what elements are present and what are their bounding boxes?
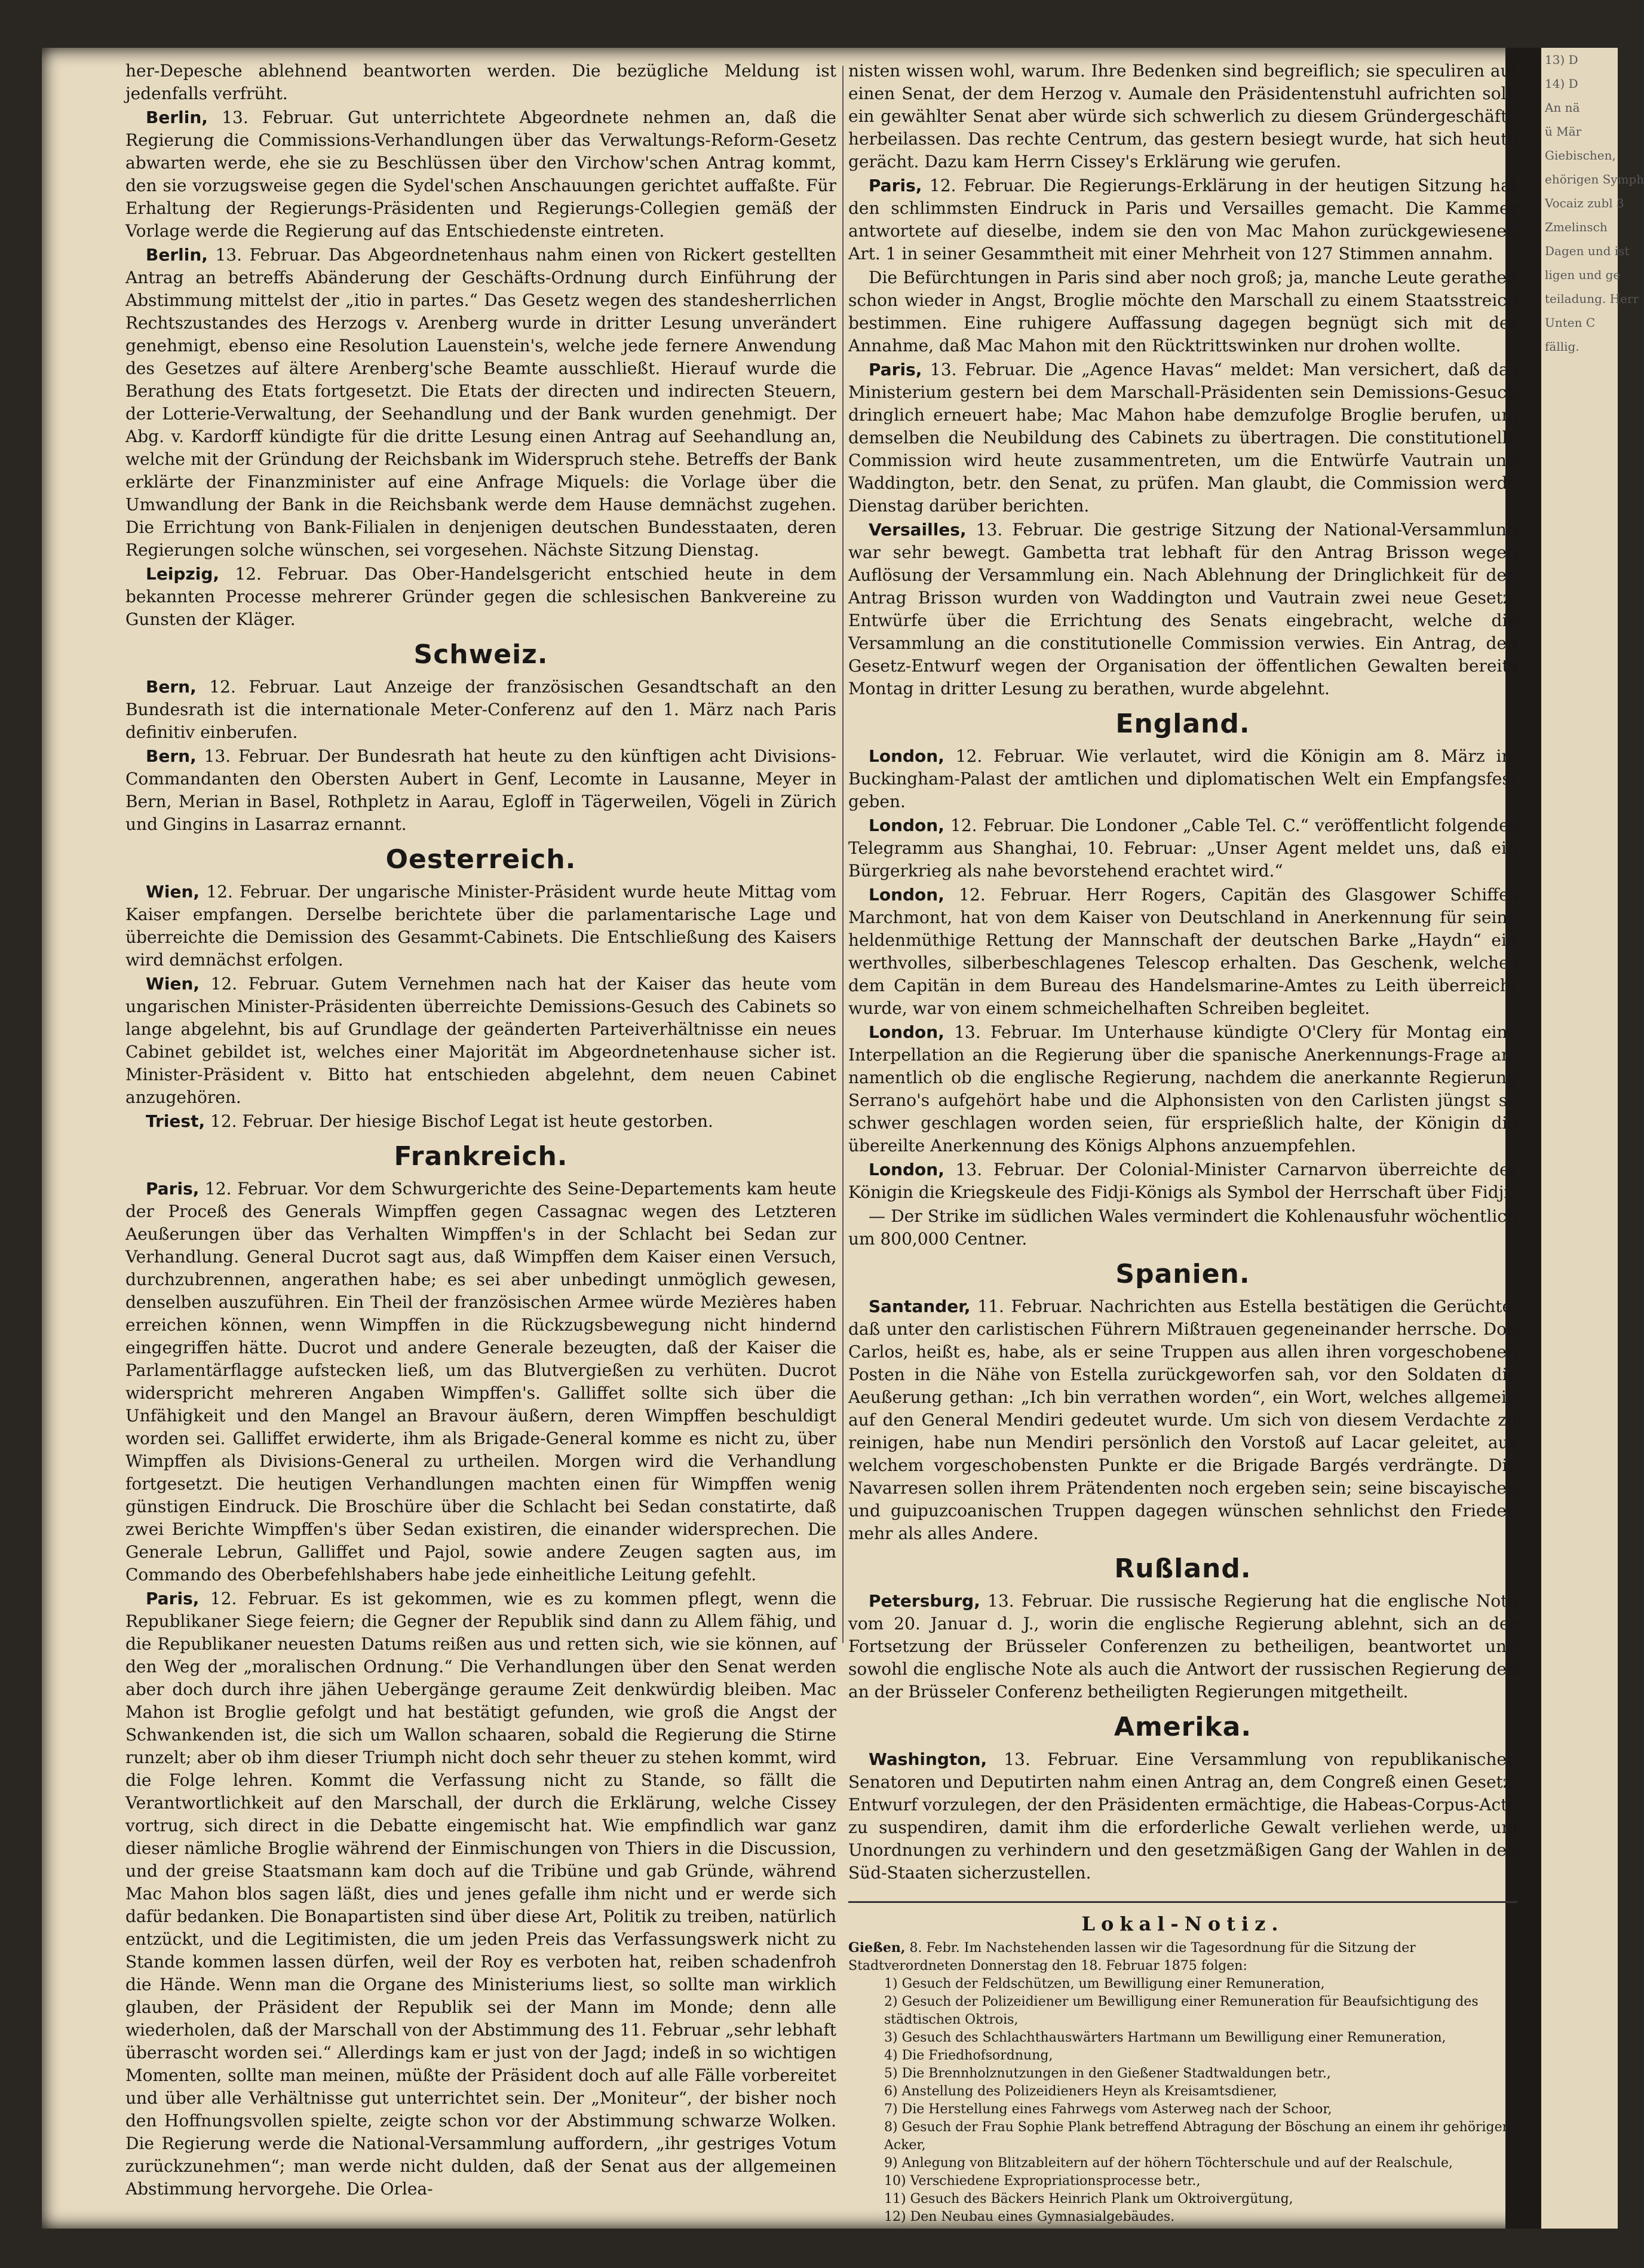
article-date: 12. Februar. (210, 1111, 314, 1131)
dateline: Santander, (869, 1297, 971, 1316)
agenda-item: 10) Verschiedene Expropriationsprocesse betr., (884, 2174, 1201, 2189)
dateline: Berlin, (146, 108, 208, 127)
article-text: Die „Agence Havas“ meldet: Man versichert, daß das Ministerium gestern bei dem Marschall-Präsidenten sein Demissions-Gesuch dringlich erneuert habe; Mac Mahon habe demzufolge Broglie berufen, um demselben die Neubildung des Cabinets zu übertragen. Die constitutionelle Commission wird heute zusammentreten, um die Entwürfe Vautrain und Waddington, betr. den Senat, zu prüfen. Man glaubt, die Commission werde Dienstag darüber berichten. (848, 360, 1518, 516)
sliver-line: ligen und ge (1545, 268, 1621, 282)
agenda-item: 8) Gesuch der Frau Sophie Plank betreffend Abtragung der Böschung an einem ihr gehörigen Acker, (884, 2120, 1511, 2153)
article-washington (848, 1748, 1517, 1884)
adjacent-page-edge (1541, 48, 1644, 2229)
agenda-item: 2) Gesuch der Polizeidiener um Bewilligung einer Remuneration für Beaufsichtigung des städtischen Oktrois, (884, 1994, 1479, 2027)
article-date: 11. Februar. (977, 1297, 1083, 1316)
article-versailles (848, 519, 1517, 700)
article-berlin-1 (125, 106, 836, 243)
agenda-item: 9) Anlegung von Blitzableitern auf der höhern Töchterschule und auf der Realschule, (884, 2156, 1453, 2171)
article-date: 12. Februar. (210, 1589, 320, 1608)
article-date: 12. Februar. (235, 564, 349, 584)
article-text: Nachrichten aus Estella bestätigen die Gerüchte, daß unter den carlistischen Führern Mißtrauen gegeneinander herrsche. Don Carlos, heißt es, habe, als er seine Truppen aus allen ihren vorgeschobenen Posten in die Nähe von Estella zurückgeworfen sah, vor den Soldaten die Aeußerung gethan: „Ich bin verrathen worden“, ein Wort, welches allgemein auf den General Mendiri gedeutet wurde. Um sich von diesem Verdachte zu reinigen, habe nun Mendiri persönlich den Vorstoß auf Lacar geleitet, aus welchem vorgeschobensten Punkte er die Brigade Bargés verdrängte. Die Navarresen sollen ihrem Prätendenten noch ergeben sein; seine biscayischen und guipuzcoanischen Truppen dagegen wünschen sehnlichst den Frieden mehr als alles Andere. (848, 1297, 1518, 1543)
article-text: Im Unterhause kündigte O'Clery für Montag eine Interpellation an die Regierung über die spanische Anerkennungs-Frage an, namentlich ob die englische Regierung, nachdem die anerkannte Regierung Serrano's aufgehört habe und die Alphonsisten von den Carlisten jüngst so schwer geschlagen worden seien, für ersprießlich halte, der Königin die übereilte Anerkennung des Königs Alphons anzuempfehlen. (848, 1022, 1518, 1156)
article-text: Gut unterrichtete Abgeordnete nehmen an, daß die Regierung die Commissions-Verhandlungen über das Verwaltungs-Reform-Gesetz abwarten werde, ehe sie zu Beschlüssen über den Virchow'schen Antrag kommt, den sie vorzugsweise gegen die Sydel'schen Anschauungen gerichtet auffaßte. Für Erhaltung der Regierungs-Präsidenten und Regierungs-Collegien gemäß der Vorlage werde die Regierung auf das Entschiedenste eintreten. (125, 108, 836, 241)
article-continuation: nisten wissen wohl, warum. Ihre Bedenken sind begreiflich; sie speculiren auf einen Senat, der dem Herzog v. Aumale den Präsidentenstuhl aufrichten soll; ein gewählter Senat aber würde sich schwerlich zu diesem Gründergeschäfte herbeilassen. Das rechte Centrum, das gestern besiegt wurde, hat sich heute gerächt. Dazu kam Herrn Cissey's Erklärung wie gerufen. (848, 61, 1517, 171)
dateline: Bern, (146, 677, 197, 697)
agenda-item: 12) Den Neubau eines Gymnasialgebäudes. (884, 2209, 1175, 2224)
article-text: Wie verlautet, wird die Königin am 8. März im Buckingham-Palast der amtlichen und diplomatischen Welt ein Empfangsfest geben. (848, 746, 1518, 811)
sliver-line: Giebischen, (1545, 148, 1616, 163)
article-date: 12. Februar. (206, 882, 311, 902)
dateline: London, (869, 1160, 944, 1179)
dateline: Triest, (146, 1111, 205, 1131)
dateline: Paris, (146, 1589, 200, 1608)
article-text: Es ist gekommen, wie es zu kommen pflegt, wenn die Republikaner Siege feiern; die Gegner der Republik sind dann zu Allem fähig, und die Republikaner neuesten Datums reißen aus und retten sich, wie sie können, auf den Weg der „moralischen Ordnung.“ Die Verhandlungen über den Senat werden aber doch durch ihre jähen Uebergänge geraume Zeit denkwürdig bleiben. Mac Mahon ist Broglie gefolgt und hat bestätigt gefunden, wie groß die Angst der Schwankenden ist, die sich um Wallon schaaren, sobald die Regierung die Stirne runzelt; aber ob ihm dieser Triumph nicht doch sehr theuer zu stehen kommt, wird die Folge lehren. Kommt die Verfassung nicht zu Stande, so fällt die Verantwortlichkeit auf den Marschall, der durch die Erklärung, welche Cissey vortrug, sich direct in die Debatte eingemischt hat. Wie empfindlich war ganz dieser nämliche Broglie während der Einmischungen von Thiers in die Discussion, und der greise Staatsmann kam doch auf die Tribüne und gab Gründe, während Mac Mahon blos sagen läßt, dies und jenes gefalle ihm nicht und er werde sich dafür bedanken. Die Bonapartisten sind über diese Art, Politik zu treiben, natürlich entzückt, und die Legitimisten, die um jeden Preis das Verfassungswerk nicht zu Stande kommen lassen dürfen, weil der Roy es verboten hat, reiben schadenfroh die Hände. Wenn man die Organe des Ministeriums liest, so sollte man wirklich glauben, der Präsident der Republik sei der Mann im Monde; denn alle wiederholen, daß der Marschall von der Abstimmung des 11. Februar „sehr lebhaft überrascht worden sei.“ Allerdings kam er just von der Jagd; indeß in so wichtigen Momenten, sollte man meinen, müßte der Präsident doch auf alle Fälle vorbereitet und über alle Verhältnisse gut unterrichtet sein. Der „Moniteur“, der bisher noch den Hoffnungsvollen spielte, zeigte schon vor der Abstimmung schwarze Wolken. Die Regierung werde die National-Versammlung auffordern, „ihr gestriges Votum zurückzunehmen“; man werde nicht dulden, daß der Senat aus der allgemeinen Abstimmung hervorgehe. Die Orlea- (125, 1589, 837, 2199)
article-london-3 (848, 884, 1517, 1020)
agenda-item: 5) Die Brennholznutzungen in den Gießener Stadtwaldungen betr., (884, 2066, 1331, 2081)
sliver-line: Dagen und ist (1545, 244, 1630, 258)
agenda-item: 3) Gesuch des Schlachthauswärters Hartmann um Bewilligung einer Remuneration, (884, 2030, 1446, 2045)
dateline: London, (869, 885, 944, 905)
dateline: Washington, (869, 1749, 987, 1769)
sliver-line: Unten C (1545, 315, 1596, 330)
lokal-notiz-heading: Lokal-Notiz. (1081, 1913, 1284, 1935)
sliver-line: Zmelinsch (1545, 220, 1608, 234)
article-date: 13. Februar. (930, 360, 1036, 379)
article-leipzig (125, 563, 836, 631)
dateline: London, (869, 746, 944, 766)
article-date: 13. Februar. (987, 1591, 1093, 1611)
agenda-item: 11) Gesuch des Bäckers Heinrich Plank um Oktroivergütung, (884, 2192, 1293, 2206)
article-continuation: her-Depesche ablehnend beantworten werden. Die bezügliche Meldung ist jedenfalls verfrüht. (125, 61, 836, 103)
sliver-line: 13) D (1545, 53, 1578, 67)
article-text: Der hiesige Bischof Legat ist heute gestorben. (319, 1111, 713, 1131)
sliver-line: ü Mär (1545, 124, 1582, 139)
article-date: 13. Februar. (1004, 1749, 1119, 1769)
article-text: Der ungarische Minister-Präsident wurde heute Mittag vom Kaiser empfangen. Derselbe berichtete über die parlamentarische Lage und überreichte die Demission des Gesammt-Cabinets. Die Entschließung des Kaisers wird demnächst erfolgen. (125, 882, 837, 970)
lokal-notiz (848, 1939, 1517, 2226)
article-text: Das Abgeordnetenhaus nahm einen von Rickert gestellten Antrag an betreffs Abänderung der Geschäfts-Ordnung durch Einführung der Abstimmung mittelst der „itio in partes.“ Das Gesetz wegen des standesherrlichen Rechtszustandes des Herzogs v. Arenberg wurde in dritter Lesung unverändert genehmigt, ebenso eine Resolution Lauenstein's, welche jede fernere Anwendung des Gesetzes auf ältere Arenberg'sche Beamte ausschließt. Hierauf wurde die Berathung des Etats fortgesetzt. Die Etats der directen und indirecten Steuern, der Lotterie-Verwaltung, der Seehandlung und der Bank wurden genehmigt. Der Abg. v. Kardorff kündigte für die dritte Lesung einen Antrag auf Seehandlung an, welche mit der Gründung der Reichsbank im Widerspruch stehe. Betreffs der Bank erklärte der Finanzminister auf eine Anfrage Miquels: die Vorlage über die Umwandlung der Bank in die Reichsbank werde dem Hause demnächst zugehen. Die Errichtung von Bank-Filialen in denjenigen deutschen Bundesstaaten, deren Regierungen solche wünschen, sei vorgesehen. Nächste Sitzung Dienstag. (125, 245, 836, 560)
article-date: 13. Februar. (976, 520, 1084, 540)
article-london-4 (848, 1021, 1517, 1157)
article-date: 13. Februar. (215, 245, 321, 265)
article-date: 12. Februar. (205, 1179, 309, 1199)
dateline: Gießen, (848, 1940, 906, 1956)
article-strike (848, 1205, 1517, 1251)
dateline: Leipzig, (146, 564, 220, 584)
article-date: 12. Februar. (950, 816, 1055, 835)
article-text: Gutem Vernehmen nach hat der Kaiser das heute vom ungarischen Minister-Präsidenten überreichte Demissions-Gesuch des Cabinets so lange abgelehnt, bis auf Grundlage der geänderten Parteiverhältnisse ein neues Cabinet gebildet ist, welches einer Majorität im Abgeordnetenhause sicher ist. Minister-Präsident v. Bitto hat entschieden abgelehnt, dem neuen Cabinet anzugehören. (125, 974, 836, 1107)
article-date: 13. Februar. (954, 1022, 1062, 1042)
article-date: 12. Februar. (209, 677, 321, 697)
sliver-line: 14) D (1545, 76, 1578, 91)
left-column (125, 60, 836, 2202)
article-text: Die russische Regierung hat die englische Note vom 20. Januar d. J., worin die englische Regierung ablehnt, sich an der Fortsetzung der Brüsseler Conferenzen zu betheiligen, beantwortet und sowohl die englische Note als auch die Antwort der russischen Regierung den an der Brüsseler Conferenz betheiligten Regierungen mitgetheilt. (848, 1591, 1518, 1702)
dateline: Wien, (146, 974, 200, 994)
article-london-1 (848, 745, 1517, 813)
article-paris-3 (848, 174, 1517, 265)
article-text: Herr Rogers, Capitän des Glasgower Schiffes Marchmont, hat von dem Kaiser von Deutschland in Anerkennung für seine heldenmüthige Rettung der Mannschaft der deutschen Barke „Haydn“ ein werthvolles, silberbeschlagenes Telescop erhalten. Das Geschenk, welches dem Capitän in dem Bureau des Handelsmarine-Amtes zu Leith überreicht wurde, war von einem schmeichelhaften Schreiben begleitet. (848, 885, 1518, 1018)
article-date: 12. Februar. (955, 746, 1065, 766)
dateline: Bern, (146, 746, 197, 766)
dateline: Paris, (146, 1179, 200, 1199)
article-date: 13. Februar. (222, 108, 334, 127)
agenda-item: 1) Gesuch der Feldschützen, um Bewilligung einer Remuneration, (884, 1976, 1325, 1991)
article-wien-2 (125, 973, 836, 1109)
article-text: Im Nachstehenden lassen wir die Tagesordnung für die Sitzung der Stadtverordneten Donnerstag den 18. Februar 1875 folgen: (848, 1941, 1416, 1973)
article-text: Die Londoner „Cable Tel. C.“ veröffentlicht folgendes Telegramm aus Shanghai, 10. Februar: „Unser Agent meldet uns, daß ein Bürgerkrieg als nahe bevorstehend erachtet wird.“ (848, 816, 1518, 881)
dateline: Petersburg, (869, 1591, 980, 1611)
dateline: London, (869, 1022, 944, 1042)
section-heading-england: England. (1115, 709, 1250, 739)
article-date: 12. Februar. (930, 176, 1035, 195)
article-paris-2 (125, 1587, 836, 2200)
article-paris-4 (848, 358, 1517, 517)
article-paris-3-cont (848, 266, 1517, 357)
article-bern-2 (125, 745, 836, 836)
agenda-item: 4) Die Friedhofsordnung, (884, 2048, 1053, 2063)
article-triest (125, 1110, 836, 1133)
article-bern-1 (125, 676, 836, 744)
article-santander (848, 1295, 1517, 1545)
section-heading-schweiz: Schweiz. (413, 639, 548, 670)
article-wien-1 (125, 881, 836, 971)
article-text: Die Befürchtungen in Paris sind aber noch groß; ja, manche Leute gerathen schon wieder in Angst, Broglie möchte den Marschall zu einem Staatsstreich bestimmen. Eine ruhigere Auffassung dagegen begnügt sich mit der Annahme, daß Mac Mahon mit den Rücktrittswinken nur drohen wollte. (848, 268, 1517, 355)
article-london-2 (848, 814, 1517, 882)
section-heading-frankreich: Frankreich. (394, 1141, 568, 1172)
sliver-line: ehörigen Symph (1545, 172, 1644, 186)
sliver-line: teiladung. Herr (1545, 292, 1639, 306)
agenda-item: 6) Anstellung des Polizeidieners Heyn als Kreisamtsdiener, (884, 2084, 1277, 2099)
article-text: Der Colonial-Minister Carnarvon überreichte der Königin die Kriegskeule des Fidji-Königs als Symbol der Herrschaft über Fidji. (848, 1160, 1518, 1202)
article-date: 13. Februar. (204, 746, 310, 766)
dateline: Berlin, (146, 245, 208, 265)
article-text: Vor dem Schwurgerichte des Seine-Departements kam heute der Proceß des Generals Wimpffen gegen Cassagnac wegen des Letzteren Aeußerungen über das Verhalten Wimpffen's in der Schlacht bei Sedan zur Verhandlung. General Ducrot sagt aus, daß Wimpffen dem Kaiser einen Versuch, durchzubrennen, angerathen habe; es sei aber unbedingt unmöglich gewesen, denselben auszuführen. Ein Theil der französischen Armee würde Mezières haben erreichen können, wenn Wimpffen in die Rückzugsbewegung nicht hindernd eingegriffen hätte. Ducrot und andere Generale bezeugten, daß der Kaiser die Parlamentärflagge aufstecken ließ, um das Blutvergießen zu verhüten. Ducrot widerspricht mehreren Angaben Wimpffen's. Galliffet sollte sich über die Unfähigkeit und den Mangel an Bravour äußern, deren Wimpffen beschuldigt worden sei. Galliffet erwiderte, ihm als Brigade-General komme es nicht zu, über Wimpffen als Divisions-General zu urtheilen. Morgen wird die Verhandlung fortgesetzt. Die heutigen Verhandlungen machten einen für Wimpffen wenig günstigen Eindruck. Die Broschüre über die Schlacht bei Sedan constatirte, daß zwei Berichte Wimpffen's über Sedan existiren, die einander widersprechen. Die Generale Lebrun, Galliffet und Pajol, sowie andere Zeugen sagten aus, im Commando des Oberbefehlshabers habe jede einheitliche Leitung gefehlt. (125, 1179, 836, 1584)
article-text: — Der Strike im südlichen Wales vermindert die Kohlenausfuhr wöchentlich um 800,000 Centner. (848, 1206, 1517, 1249)
sliver-line: An nä (1545, 100, 1580, 115)
dateline: London, (869, 816, 944, 835)
agenda-item: 7) Die Herstellung eines Fahrwegs vom Asterweg nach der Schoor, (884, 2102, 1332, 2117)
article-text: Die Regierungs-Erklärung in der heutigen Sitzung hat den schlimmsten Eindruck in Paris und Versailles gemacht. Die Kammer antwortete auf dieselbe, indem sie den von Mac Mahon zurückgewiesenen Art. 1 in seiner Gesammtheit mit einer Mehrheit von 127 Stimmen annahm. (848, 176, 1518, 263)
article-paris-1 (125, 1178, 836, 1586)
article-petersburg (848, 1590, 1517, 1703)
sliver-line: Vocaiz zubl 3 (1545, 196, 1624, 210)
article-text: Die gestrige Sitzung der National-Versammlung war sehr bewegt. Gambetta trat lebhaft für den Antrag Brisson wegen Auflösung der Versammlung ein. Nach Ablehnung der Dringlichkeit für den Antrag Brisson wurden von Waddington und Vautrain zwei neue Gesetz-Entwürfe über die Errichtung des Senats eingebracht, welche die Versammlung an die constitutionelle Commission verwies. Ein Antrag, den Gesetz-Entwurf wegen der Organisation der öffentlichen Gewalten bereits Montag in dritter Lesung zu berathen, wurde abgelehnt. (848, 520, 1518, 698)
section-heading-russland: Rußland. (1114, 1553, 1252, 1584)
article-berlin-2 (125, 244, 836, 562)
dateline: Paris, (869, 176, 922, 195)
article-text: Das Ober-Handelsgericht entschied heute in dem bekannten Processe mehrerer Gründer gegen die schlesischen Bankvereine zu Gunsten der Kläger. (125, 564, 836, 629)
article-text: Laut Anzeige der französischen Gesandtschaft an den Bundesrath ist die internationale Meter-Conferenz auf den 1. März nach Paris definitiv einberufen. (125, 677, 836, 742)
section-rule (848, 1901, 1517, 1903)
section-heading-amerika: Amerika. (1114, 1712, 1252, 1742)
article-date: 8. Febr. (909, 1941, 960, 1956)
section-heading-spanien: Spanien. (1115, 1259, 1250, 1289)
section-heading-oesterreich: Oesterreich. (385, 844, 576, 875)
article-london-5 (848, 1158, 1517, 1204)
article-date: 12. Februar. (959, 885, 1072, 905)
dateline: Paris, (869, 360, 922, 379)
notiz-intro (848, 1939, 1517, 1975)
sliver-line: fällig. (1545, 339, 1579, 354)
article-date: 13. Februar. (955, 1160, 1065, 1179)
article-text: Eine Versammlung von republikanischen Senatoren und Deputirten nahm einen Antrag an, dem Congreß einen Gesetz-Entwurf vorzulegen, der den Präsidenten ermächtige, die Habeas-Corpus-Acte zu suspendiren, damit ihm die erforderliche Gewalt verliehen werde, um Unordnungen zu verhindern und den gesetzmäßigen Gang der Wahlen in den Süd-Staaten sicherzustellen. (848, 1749, 1517, 1883)
dateline: Versailles, (869, 520, 967, 540)
column-divider (842, 66, 844, 1643)
right-column (848, 60, 1517, 2226)
dateline: Wien, (146, 882, 200, 902)
article-date: 12. Februar. (210, 974, 320, 994)
article-text: Der Bundesrath hat heute zu den künftigen acht Divisions-Commandanten den Obersten Aubert in Genf, Lecomte in Lausanne, Meyer in Bern, Merian in Basel, Rothpletz in Aarau, Egloff in Tägerweilen, Vögeli in Zürich und Gingins in Lasarraz ernannt. (125, 746, 837, 834)
